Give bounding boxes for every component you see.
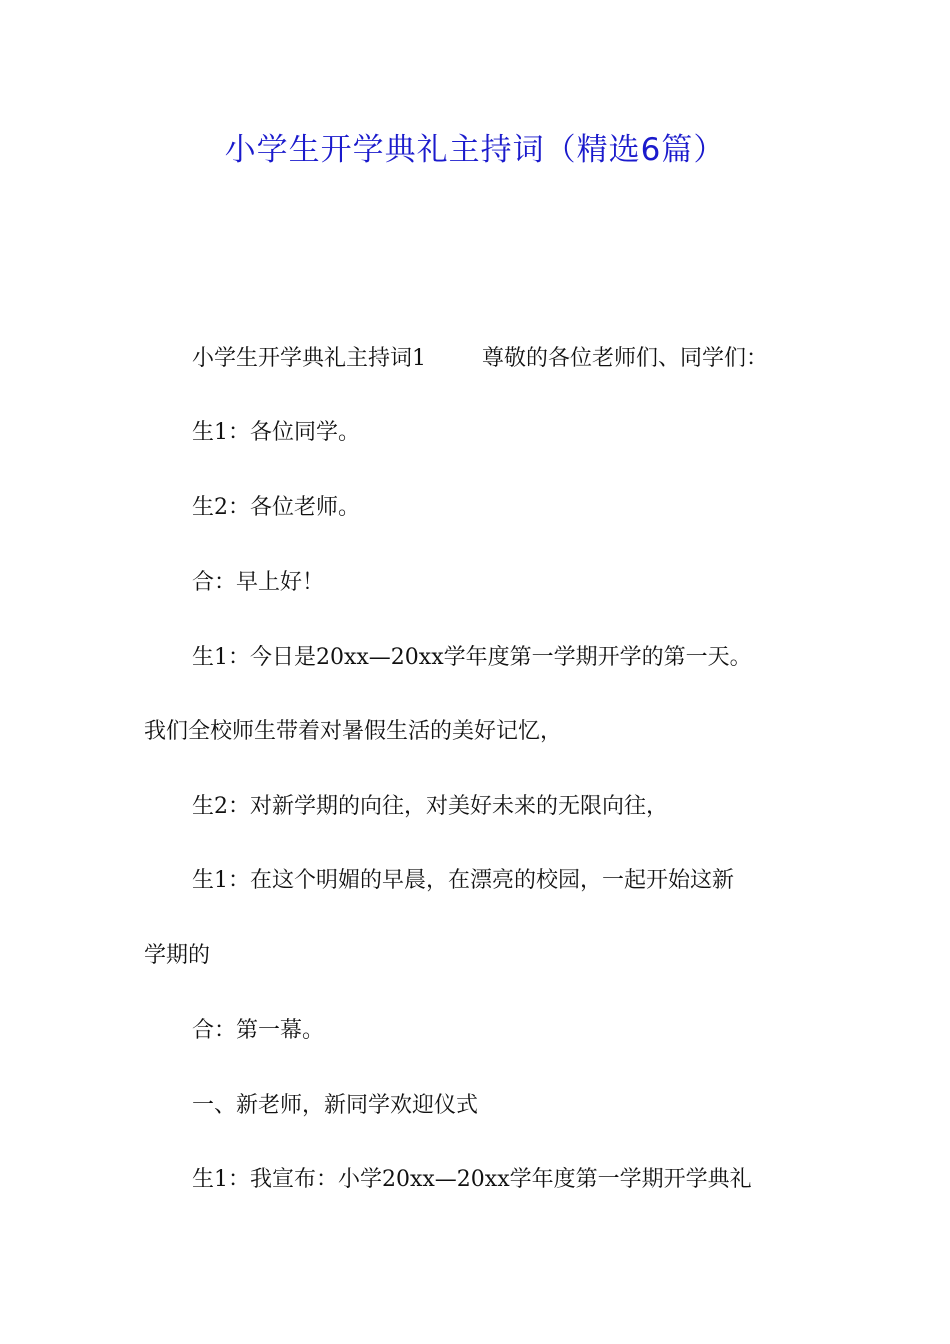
paragraph-line: 生1：我宣布：小学20xx—20xx学年度第一学期开学典礼 [192, 1167, 752, 1192]
section-heading: 小学生开学典礼主持词1 [192, 346, 426, 371]
paragraph-line: 合：早上好！ [192, 570, 325, 595]
paragraph-heading-1 [192, 344, 768, 374]
paragraph-line-continuation: 学期的 [144, 943, 211, 968]
paragraph-line: 生2：对新学期的向往，对美好未来的无限向往， [192, 794, 668, 819]
paragraph-line: 生1：在这个明媚的早晨，在漂亮的校园，一起开始这新 [192, 868, 734, 893]
document-title: 小学生开学典礼主持词（精选6篇） [224, 132, 726, 168]
greeting-text: 尊敬的各位老师们、同学们： [482, 346, 769, 371]
paragraph-line: 一、新老师，新同学欢迎仪式 [192, 1093, 479, 1118]
paragraph-line: 合：第一幕。 [192, 1018, 325, 1043]
paragraph-line: 生1：今日是20xx—20xx学年度第一学期开学的第一天。 [192, 645, 752, 670]
paragraph-line: 生2：各位老师。 [192, 495, 360, 520]
paragraph-line-continuation: 我们全校师生带着对暑假生活的美好记忆， [144, 719, 563, 744]
paragraph-line: 生1：各位同学。 [192, 420, 360, 445]
